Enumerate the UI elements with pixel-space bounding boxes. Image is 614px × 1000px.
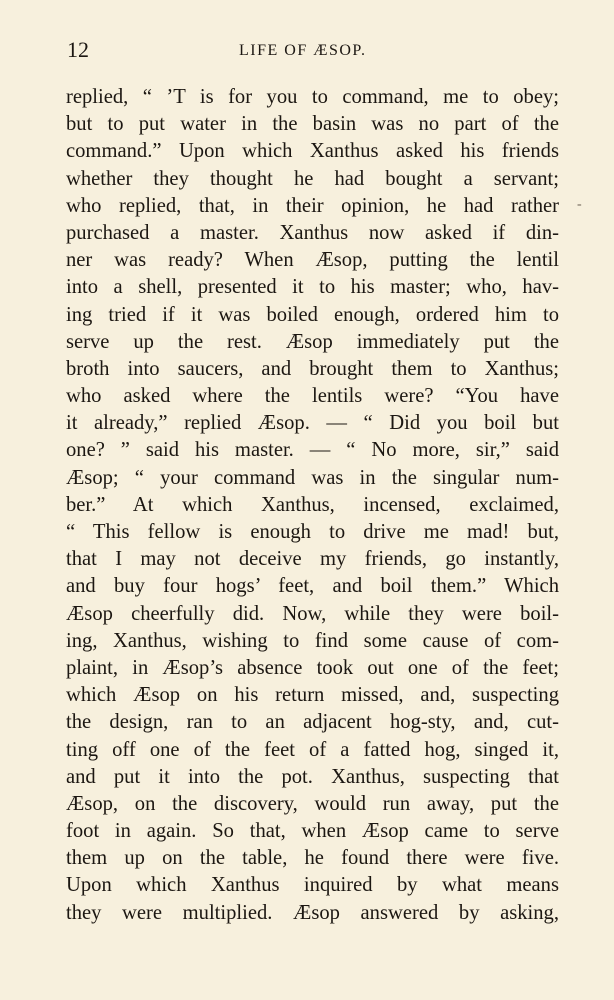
text-line: broth into saucers, and brought them to Xanthus;: [66, 357, 559, 380]
text-line: serve up the rest. Æsop immediately put the: [66, 330, 559, 353]
text-line: ner was ready? When Æsop, putting the lentil: [66, 249, 559, 272]
text-line: Upon which Xanthus inquired by what means: [66, 874, 559, 897]
margin-mark: -: [577, 197, 582, 212]
text-line: Æsop; “ your command was in the singular num-: [66, 466, 559, 489]
text-line: replied, “ ’T is for you to command, me to obey;: [66, 86, 559, 108]
text-line: ber.” At which Xanthus, incensed, exclaimed,: [66, 493, 559, 516]
text-line: one? ” said his master. — “ No more, sir,” said: [66, 439, 559, 462]
text-line: who asked where the lentils were? “You have: [66, 385, 559, 408]
text-line: ting off one of the feet of a fatted hog, singed it,: [66, 738, 559, 761]
text-line: which Æsop on his return missed, and, suspecting: [66, 684, 559, 707]
body-text: [66, 84, 559, 927]
running-head: [67, 37, 559, 63]
text-line: purchased a master. Xanthus now asked if din-: [66, 221, 559, 244]
text-line: Æsop cheerfully did. Now, while they were boil-: [66, 602, 559, 625]
text-line: ing, Xanthus, wishing to find some cause of com-: [66, 629, 559, 652]
text-line: them up on the table, he found there were five.: [66, 847, 559, 870]
text-line: and put it into the pot. Xanthus, suspecting that: [66, 765, 559, 788]
text-line: but to put water in the basin was no part of the: [66, 113, 559, 136]
running-title: LIFE OF ÆSOP.: [239, 42, 367, 59]
text-line: into a shell, presented it to his master; who, hav-: [66, 276, 559, 299]
text-line: “ This fellow is enough to drive me mad! but,: [66, 521, 559, 543]
text-line: Æsop, on the discovery, would run away, put the: [66, 792, 559, 815]
text-line: whether they thought he had bought a servant;: [66, 167, 559, 190]
text-line: plaint, in Æsop’s absence took out one of the feet;: [66, 656, 559, 679]
text-line: ing tried if it was boiled enough, ordered him to: [66, 303, 559, 326]
page-number: 12: [67, 37, 89, 62]
text-line: it already,” replied Æsop. — “ Did you boil but: [66, 412, 559, 435]
text-line: and buy four hogs’ feet, and boil them.” Which: [66, 575, 559, 598]
text-line: they were multiplied. Æsop answered by asking,: [66, 901, 559, 924]
text-line: foot in again. So that, when Æsop came to serve: [66, 820, 559, 843]
text-line: command.” Upon which Xanthus asked his friends: [66, 140, 559, 163]
text-line: the design, ran to an adjacent hog-sty, and, cut-: [66, 711, 559, 734]
text-line: that I may not deceive my friends, go instantly,: [66, 548, 559, 571]
text-line: who replied, that, in their opinion, he had rather: [66, 194, 559, 217]
